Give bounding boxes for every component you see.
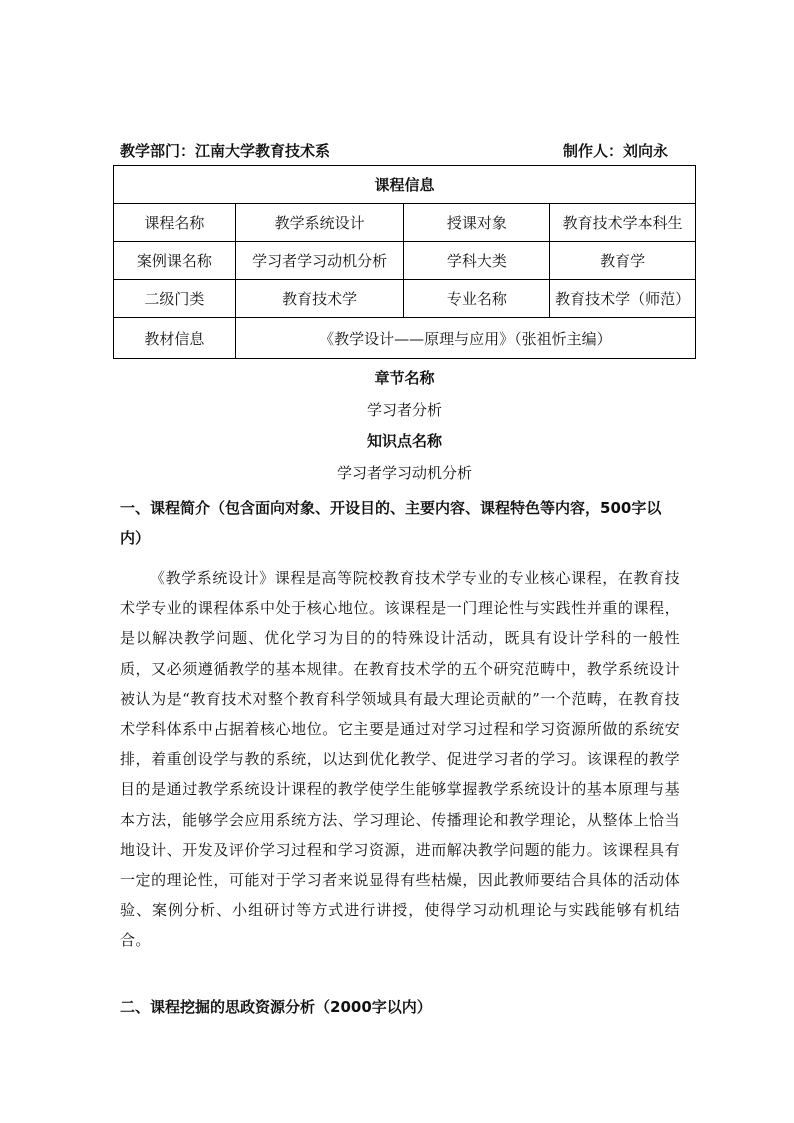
table-cell: 教育技术学本科生 [550, 204, 696, 242]
table-cell: 学习者学习动机分析 [235, 242, 404, 280]
section-2-heading: 二、课程挖掘的思政资源分析（2000字以内） [120, 998, 432, 1016]
chapter-label: 章节名称 [374, 369, 435, 387]
table-row [114, 204, 696, 242]
section-1-heading: 一、课程简介（包含面向对象、开设目的、主要内容、课程特色等内容，500字以内） [120, 499, 662, 547]
table-cell: 专业名称 [404, 280, 550, 318]
course-info-table [113, 165, 696, 359]
table-cell: 学科大类 [404, 242, 550, 280]
table-cell: 教育技术学（师范） [550, 280, 696, 318]
course-info-title: 课程信息 [114, 166, 696, 204]
chapter-value: 学习者分析 [366, 401, 442, 419]
textbook-value: 《教学设计——原理与应用》（张祖忻主编） [235, 318, 695, 359]
document-header [120, 140, 668, 162]
section-1-body: 《教学系统设计》课程是高等院校教育技术学专业的专业核心课程，在教育技术学专业的课程体系中处于核心地位。该课程是一门理论性与实践性并重的课程，是以解决教学问题、优化学习为目的的特殊设计活动，既具有设计学科的一般性质，又必须遵循教学的基本规律。在教育技术学的五个研究范畴中，教学系统设计被认为是“教育技术对整个教育科学领域具有最大理论贡献的”一个范畴，在教育技术学科体系中占据着核心地位。它主要是通过对学习过程和学习资源所做的系统安排，着重创设学与教的系统，以达到优化教学、促进学习者的学习。该课程的教学目的是通过教学系统设计课程的教学使学生能够掌握教学系统设计的基本原理与基本方法，能够学会应用系统方法、学习理论、传播理论和教学理论，从整体上恰当地设计、开发及评价学习过程和学习资源，进而解决教学问题的能力。该课程具有一定的理论性，可能对于学习者来说显得有些枯燥，因此教师要结合具体的活动体验、案例分析、小组研讨等方式进行讲授，使得学习动机理论与实践能够有机结合。 [120, 569, 680, 950]
table-row [114, 280, 696, 318]
table-row [114, 242, 696, 280]
knowledge-label: 知识点名称 [366, 432, 442, 450]
table-cell: 教学系统设计 [235, 204, 404, 242]
table-cell: 二级门类 [114, 280, 236, 318]
department-label: 教学部门：江南大学教育技术系 [120, 142, 331, 160]
table-cell: 课程名称 [114, 204, 236, 242]
table-cell: 案例课名称 [114, 242, 236, 280]
knowledge-value: 学习者学习动机分析 [336, 464, 472, 482]
author-label: 制作人：刘向永 [562, 142, 668, 160]
table-row [114, 318, 696, 359]
table-cell: 教育学 [550, 242, 696, 280]
table-cell: 授课对象 [404, 204, 550, 242]
table-cell: 教育技术学 [235, 280, 404, 318]
textbook-label: 教材信息 [114, 318, 236, 359]
